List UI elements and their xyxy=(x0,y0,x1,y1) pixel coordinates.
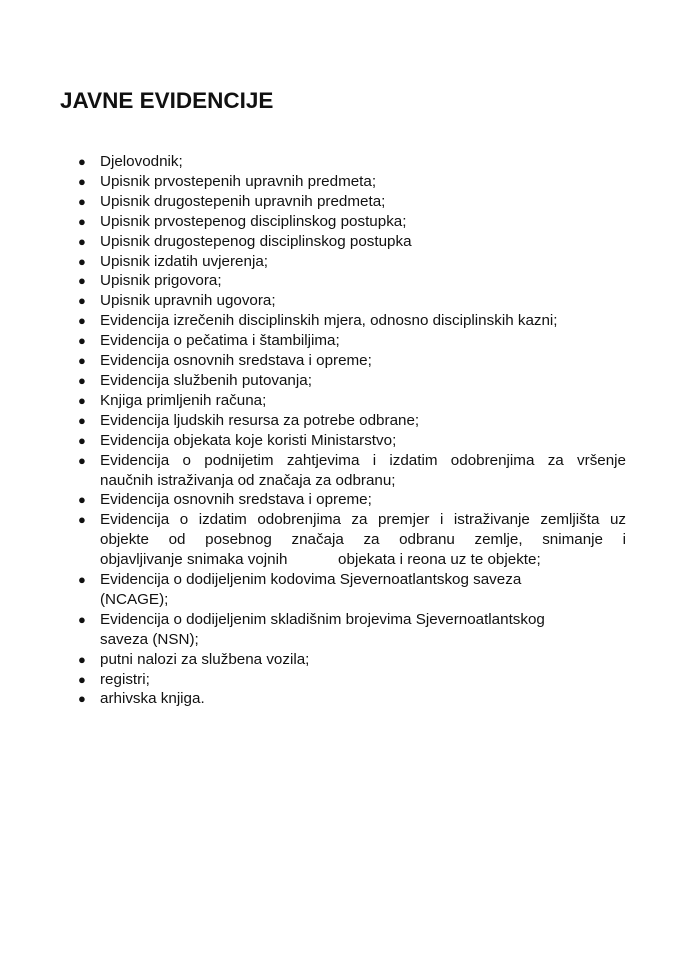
bullet-icon: ● xyxy=(78,233,86,249)
list-item-text: Upisnik drugostepenog disciplinskog postupka xyxy=(100,232,412,250)
bullet-icon: ● xyxy=(78,432,86,448)
list-item xyxy=(78,411,626,431)
list-item-text: Evidencija izrečenih disciplinskih mjera, odnosno disciplinskih kazni; xyxy=(100,312,558,330)
list-item-text: Upisnik drugostepenih upravnih predmeta; xyxy=(100,192,386,210)
list-item xyxy=(78,490,626,510)
bullet-icon: ● xyxy=(78,392,86,408)
list-item-text: Knjiga primljenih računa; xyxy=(100,391,267,409)
list-item-text: objekte od posebnog značaja za odbranu zemlje, snimanje i xyxy=(100,531,626,549)
bullet-icon: ● xyxy=(78,293,86,309)
bullet-icon: ● xyxy=(78,372,86,388)
bullet-icon: ● xyxy=(78,154,86,169)
list-item-text: Evidencija službenih putovanja; xyxy=(100,371,312,389)
list-item xyxy=(78,291,626,311)
bullet-icon: ● xyxy=(78,173,86,189)
list-item-text: Djelovodnik; xyxy=(100,153,183,170)
list-item-text: (NCAGE); xyxy=(100,590,169,608)
list-item-text: Evidencija o podnijetim zahtjevima i izdatim odobrenjima za vršenje xyxy=(100,451,626,469)
list-item xyxy=(78,212,626,232)
list-item xyxy=(78,232,626,252)
list-item xyxy=(78,510,626,570)
list-item xyxy=(78,610,626,650)
list-item xyxy=(78,371,626,391)
bullet-icon: ● xyxy=(78,313,86,329)
list-item xyxy=(78,650,626,670)
bullet-icon: ● xyxy=(78,193,86,209)
list-item-text: Upisnik izdatih uvjerenja; xyxy=(100,252,268,270)
list-item-text: Evidencija o dodijeljenim kodovima Sjevernoatlantskog saveza xyxy=(100,571,522,589)
list-item xyxy=(78,351,626,371)
bullet-icon: ● xyxy=(78,213,86,229)
list-item-text: Evidencija o pečatima i štambiljima; xyxy=(100,332,340,350)
list-item-text: saveza (NSN); xyxy=(100,630,199,648)
list-item-text: registri; xyxy=(100,670,150,688)
list-item-text: Evidencija osnovnih sredstava i opreme; xyxy=(100,352,372,370)
list-item-text: Upisnik prvostepenih upravnih predmeta; xyxy=(100,172,377,190)
list-item-text: Evidencija ljudskih resursa za potrebe odbrane; xyxy=(100,411,420,429)
bullet-icon: ● xyxy=(78,492,86,508)
list-item xyxy=(78,271,626,291)
bullet-icon: ● xyxy=(78,671,86,687)
list-item xyxy=(78,689,626,709)
bullet-icon: ● xyxy=(78,572,86,588)
list-item xyxy=(78,431,626,451)
bullet-icon: ● xyxy=(78,333,86,349)
list-item-text: Evidencija osnovnih sredstava i opreme; xyxy=(100,491,372,509)
list-item xyxy=(78,331,626,351)
list-item-text: putni nalozi za službena vozila; xyxy=(100,650,310,668)
bullet-icon: ● xyxy=(78,253,86,269)
bullet-icon: ● xyxy=(78,273,86,289)
list-item-text: arhivska knjiga. xyxy=(100,690,205,708)
list-item-text: Evidencija o dodijeljenim skladišnim brojevima Sjevernoatlantskog xyxy=(100,610,545,628)
bullet-icon: ● xyxy=(78,452,86,468)
list-item xyxy=(78,172,626,192)
list-item xyxy=(78,311,626,331)
list-item xyxy=(78,152,626,172)
list-item-text: Upisnik prvostepenog disciplinskog postupka; xyxy=(100,212,407,230)
list-item xyxy=(78,670,626,690)
page-title: JAVNE EVIDENCIJE xyxy=(60,88,274,113)
records-list xyxy=(78,152,626,709)
list-item-text: objavljivanje snimaka vojnih objekata i reona uz te objekte; xyxy=(100,551,541,569)
bullet-icon: ● xyxy=(78,691,86,707)
list-item xyxy=(78,192,626,212)
list-item-text: naučnih istraživanja od značaja za odbranu; xyxy=(100,471,396,489)
list-item xyxy=(78,451,626,491)
list-item-text: Evidencija o izdatim odobrenjima za premjer i istraživanje zemljišta uz xyxy=(100,511,626,529)
list-item xyxy=(78,570,626,610)
bullet-icon: ● xyxy=(78,353,86,369)
bullet-icon: ● xyxy=(78,651,86,667)
list-item-text: Upisnik prigovora; xyxy=(100,272,222,290)
bullet-icon: ● xyxy=(78,512,86,528)
bullet-icon: ● xyxy=(78,412,86,428)
list-item xyxy=(78,252,626,272)
list-item-text: Evidencija objekata koje koristi Ministarstvo; xyxy=(100,431,397,449)
list-item xyxy=(78,391,626,411)
bullet-icon: ● xyxy=(78,611,86,627)
list-item-text: Upisnik upravnih ugovora; xyxy=(100,292,276,310)
